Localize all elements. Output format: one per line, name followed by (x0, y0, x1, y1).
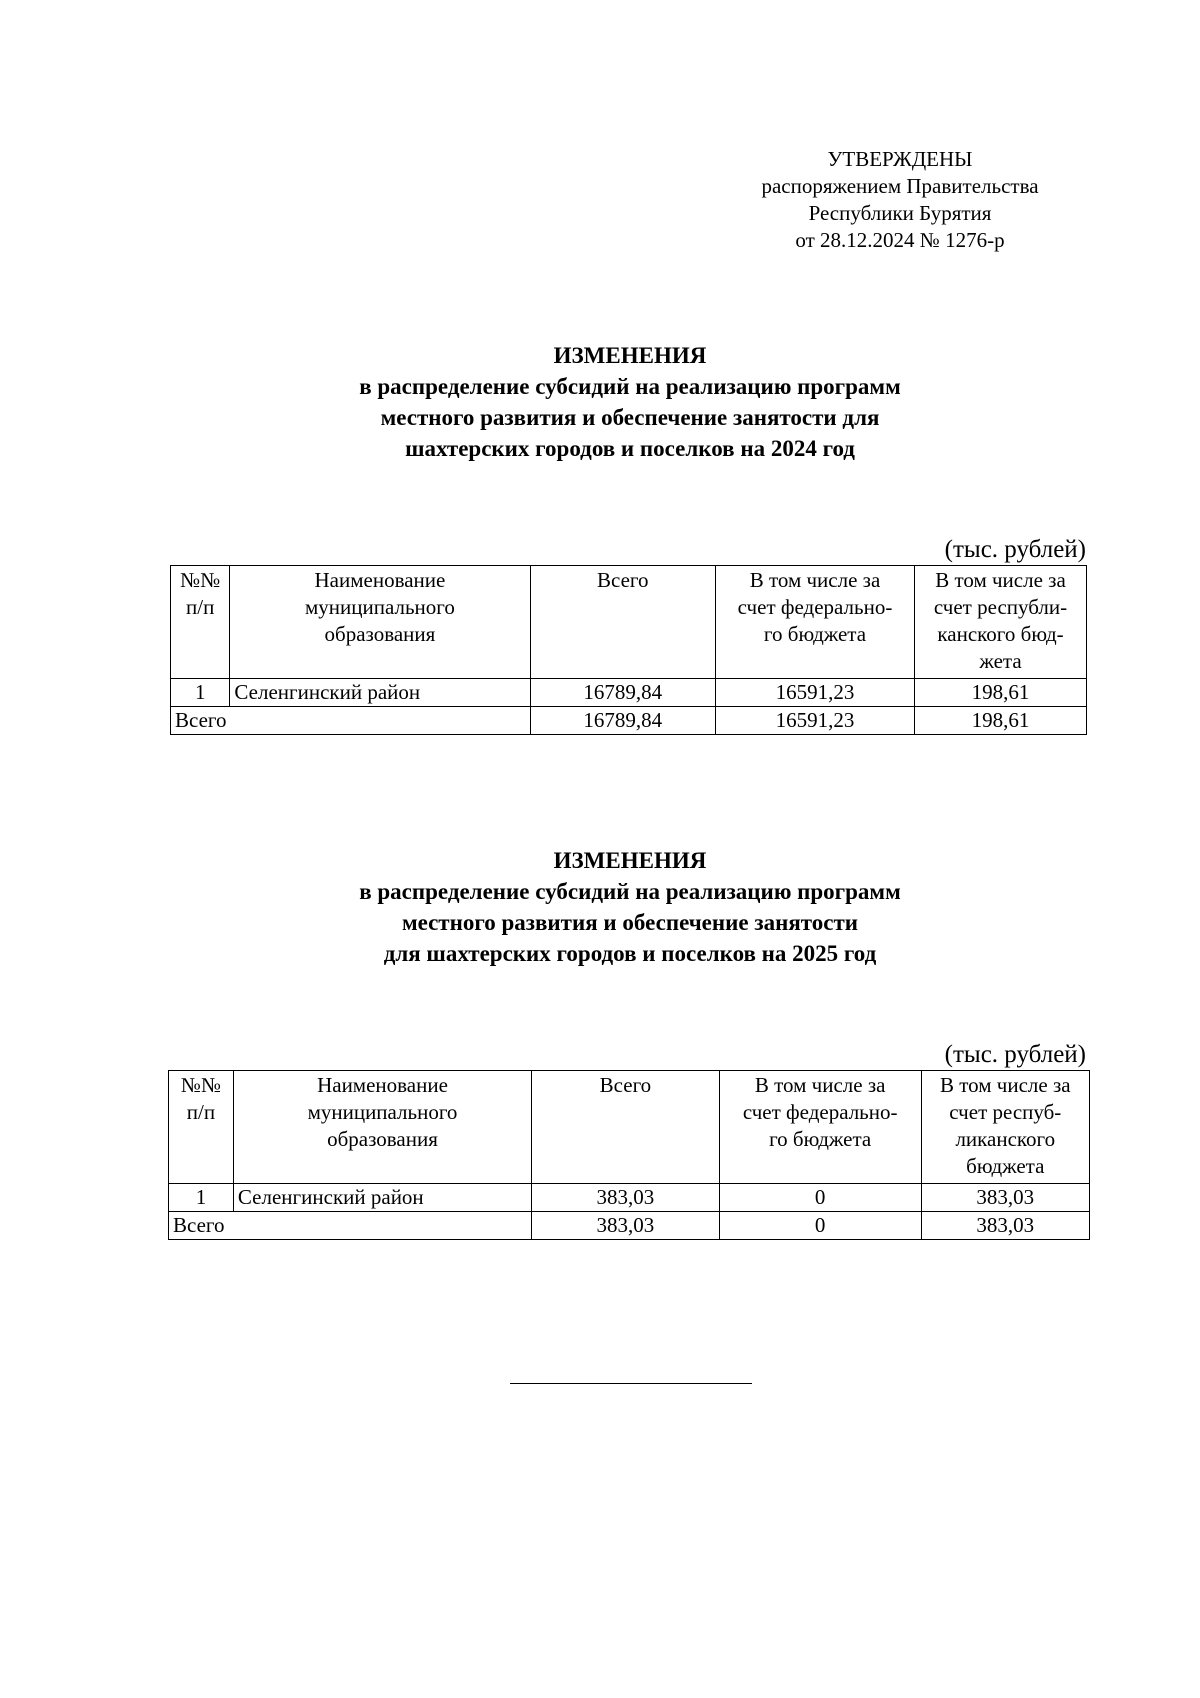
total-label: Всего (171, 707, 531, 735)
title-line: ИЗМЕНЕНИЯ (553, 848, 707, 873)
table-row (171, 679, 1087, 707)
header-republic: В том числе за счет респуб- ликанского бюджета (921, 1071, 1089, 1184)
approval-republic: Республики Бурятия (808, 201, 992, 225)
cell-num: 1 (169, 1184, 234, 1212)
cell-republic: 383,03 (921, 1184, 1089, 1212)
approval-date-number: от 28.12.2024 № 1276-р (795, 228, 1005, 252)
header-total: Всего (532, 1071, 720, 1184)
table-header-row (171, 566, 1087, 679)
section-title-2024 (230, 340, 1030, 464)
section-title-2025 (230, 845, 1030, 969)
cell-federal: 0 (719, 1184, 921, 1212)
units-label: (тыс. рублей) (944, 1041, 1086, 1068)
title-line: в распределение субсидий на реализацию программ (359, 374, 901, 399)
approval-heading: УТВЕРЖДЕНЫ (827, 147, 973, 171)
title-line: для шахтерских городов и поселков на 2025 год (383, 941, 877, 966)
total-all: 16789,84 (530, 707, 715, 735)
header-name: Наименование муниципального образования (233, 1071, 531, 1184)
header-federal: В том числе за счет федерально- го бюджета (715, 566, 914, 679)
total-all: 383,03 (532, 1212, 720, 1240)
cell-num: 1 (171, 679, 230, 707)
closing-divider (510, 1383, 752, 1384)
title-line: в распределение субсидий на реализацию программ (359, 879, 901, 904)
header-total: Всего (530, 566, 715, 679)
subsidy-table-2025 (168, 1070, 1090, 1240)
cell-total: 16789,84 (530, 679, 715, 707)
approval-issuer: распоряжением Правительства (761, 174, 1039, 198)
table-row (169, 1184, 1090, 1212)
cell-federal: 16591,23 (715, 679, 914, 707)
total-federal: 0 (719, 1212, 921, 1240)
title-line: местного развития и обеспечение занятости для (380, 405, 880, 430)
total-republic: 383,03 (921, 1212, 1089, 1240)
header-num: №№ п/п (169, 1071, 234, 1184)
title-line: шахтерских городов и поселков на 2024 год (405, 436, 855, 461)
header-num: №№ п/п (171, 566, 230, 679)
cell-name: Селенгинский район (233, 1184, 531, 1212)
total-republic: 198,61 (915, 707, 1087, 735)
total-federal: 16591,23 (715, 707, 914, 735)
total-label: Всего (169, 1212, 532, 1240)
header-name: Наименование муниципального образования (230, 566, 530, 679)
title-line: местного развития и обеспечение занятости (401, 910, 859, 935)
table-total-row (171, 707, 1087, 735)
table-total-row (169, 1212, 1090, 1240)
table-header-row (169, 1071, 1090, 1184)
units-label: (тыс. рублей) (944, 536, 1086, 563)
header-federal: В том числе за счет федерально- го бюджета (719, 1071, 921, 1184)
subsidy-table-2024 (170, 565, 1087, 735)
cell-name: Селенгинский район (230, 679, 530, 707)
approval-stamp (720, 146, 1080, 254)
cell-total: 383,03 (532, 1184, 720, 1212)
title-line: ИЗМЕНЕНИЯ (553, 343, 707, 368)
header-republic: В том числе за счет республи- канского бюд- жета (915, 566, 1087, 679)
cell-republic: 198,61 (915, 679, 1087, 707)
